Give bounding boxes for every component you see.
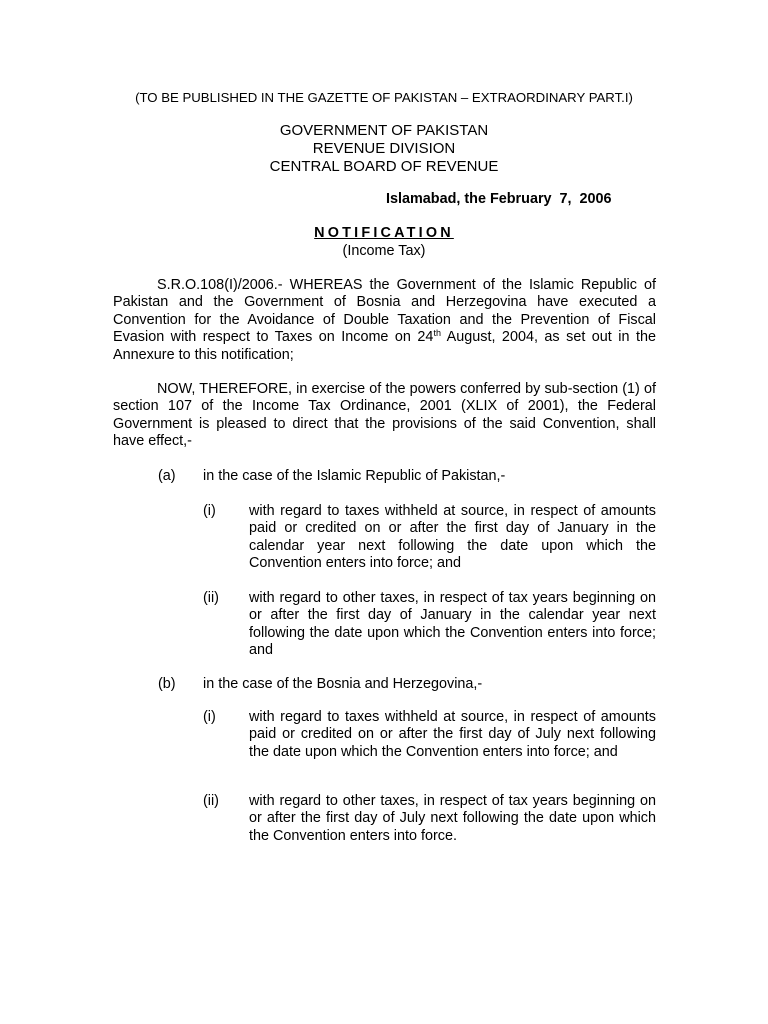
government-heading (0, 122, 768, 176)
clause-a-ii-label: (ii) (203, 590, 219, 606)
clause-b-label: (b) (158, 676, 176, 692)
date-line: Islamabad, the February 7, 2006 (386, 191, 612, 207)
clause-a-label: (a) (158, 468, 176, 484)
gov-line-board: CENTRAL BOARD OF REVENUE (269, 158, 499, 175)
notification-title: NOTIFICATION (314, 225, 454, 241)
clause-b-ii-text: with regard to other taxes, in respect of tax years beginning on or after the first day of July next following the date upon which the Convention enters into force. (249, 793, 656, 844)
clause-b-text: in the case of the Bosnia and Herzegovina,- (203, 676, 483, 692)
clause-b-i-text: with regard to taxes withheld at source, in respect of amounts paid or credited on or after the first day of July next following the date upon which the Convention enters into force; and (249, 709, 656, 760)
gov-line-division: REVENUE DIVISION (312, 140, 456, 157)
preamble-text-end: August, 2004, as set out in the Annexure to this notification; (113, 329, 656, 363)
operative-text: NOW, THEREFORE, in exercise of the powers conferred by sub-section (1) of section 107 of the Income Tax Ordinance, 2001 (XLIX of 2001), the Federal Government is pleased to direct that the provisions of the said Convention, shall have effect,- (113, 381, 656, 450)
clause-a-i-label: (i) (203, 503, 216, 519)
clause-a-text: in the case of the Islamic Republic of Pakistan,- (203, 468, 506, 484)
notification-subtitle: (Income Tax) (342, 243, 426, 259)
preamble-paragraph (113, 277, 656, 364)
gazette-note: (TO BE PUBLISHED IN THE GAZETTE OF PAKISTAN – EXTRAORDINARY PART.I) (135, 90, 633, 105)
operative-paragraph (113, 381, 656, 451)
clause-b-i-label: (i) (203, 709, 216, 725)
preamble-text-start: S.R.O.108(I)/2006.- WHEREAS the Government of the Islamic Republic of Pakistan and the Government of Bosnia and Herzegovina have executed a Convention for the Avoidance of Double Taxation and the Prevention of Fiscal Evasion with respect to Taxes on Income on 24 (113, 277, 656, 346)
gov-line-government: GOVERNMENT OF PAKISTAN (279, 122, 489, 139)
ordinal-superscript: th (433, 328, 441, 339)
clause-b-ii-label: (ii) (203, 793, 219, 809)
clause-a-ii-text: with regard to other taxes, in respect of tax years beginning on or after the first day of January in the calendar year next following the date upon which the Convention enters into force; and (249, 590, 656, 659)
clause-a-i-text: with regard to taxes withheld at source, in respect of amounts paid or credited on or after the first day of January in the calendar year next following the date upon which the Convention enters into force; and (249, 503, 656, 572)
